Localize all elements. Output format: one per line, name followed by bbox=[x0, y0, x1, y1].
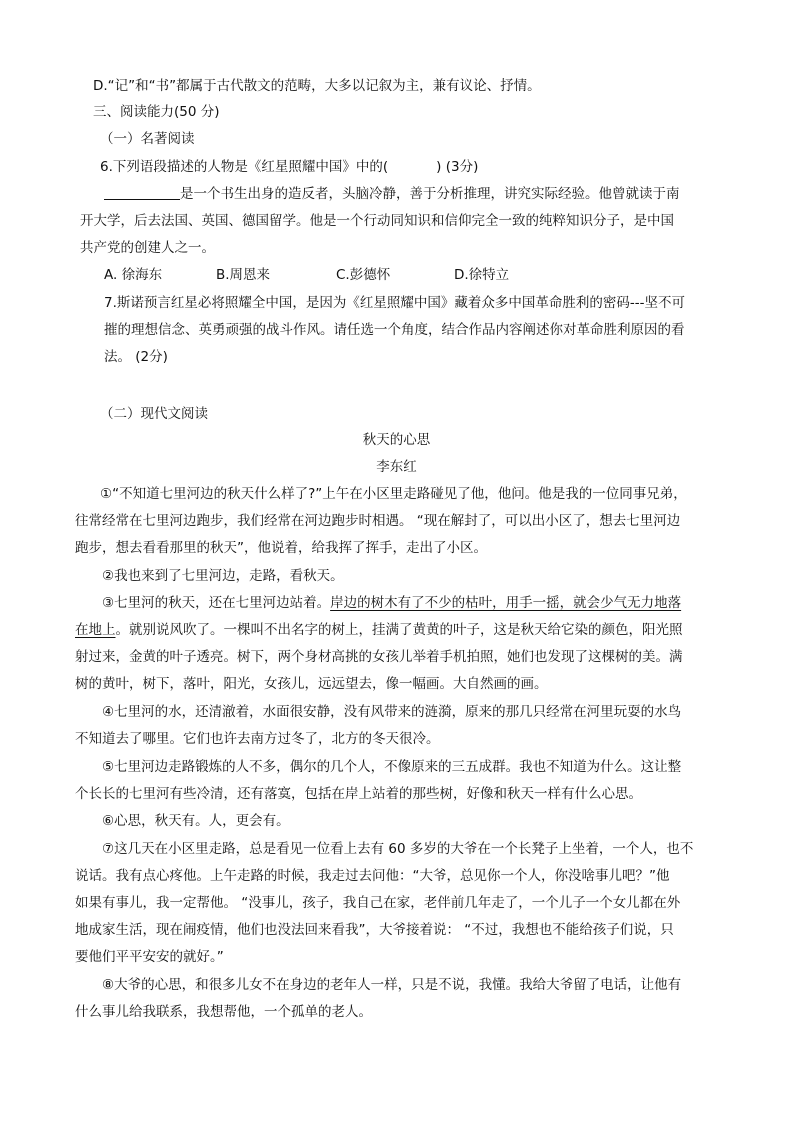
paragraph-7-line-2: 说话。我有点心疼他。上午走路的时候，我走过去问他：“大爷，总见你一个人，你没啥事儿吧？”他 bbox=[75, 868, 670, 884]
paragraph-3-line-1 bbox=[102, 593, 681, 613]
question-6-score: ) (3分) bbox=[436, 159, 479, 175]
question-6-passage-line-3: 共产党的创建人之一。 bbox=[80, 240, 215, 256]
underlined-sentence: 岸边的树木有了不少的枯叶，用手一摇，就会少气无力地落 bbox=[330, 595, 682, 611]
underlined-sentence-end: 在地上 bbox=[75, 622, 116, 638]
option-d-line: D.“记”和“书”都属于古代散文的范畴，大多以记叙为主，兼有议论、抒情。 bbox=[93, 78, 541, 94]
question-7-line-1: 7.斯诺预言红星必将照耀全中国，是因为《红星照耀中国》藏着众多中国革命胜利的密码---坚不可 bbox=[104, 295, 685, 311]
paragraph-5-line-1: ⑤七里河边走路锻炼的人不多，偶尔的几个人，不像原来的三五成群。我也不知道为什么。这让整 bbox=[102, 759, 682, 775]
paragraph-5-line-2: 个长长的七里河有些冷清，还有落寞，包括在岸上站着的那些树，好像和秋天一样有什么心思。 bbox=[75, 786, 642, 802]
passage-text: 是一个书生出身的造反者，头脑冷静，善于分析推理，讲究实际经验。他曾就读于南 bbox=[180, 186, 680, 202]
question-6-passage-line-1 bbox=[104, 184, 680, 204]
option-a[interactable]: A. 徐海东 bbox=[104, 267, 163, 283]
paragraph-6: ⑥心思，秋天有。人，更会有。 bbox=[102, 813, 290, 829]
paragraph-1-line-2: 往常经常在七里河边跑步，我们经常在河边跑步时相遇。 “现在解封了，可以出小区了，想去七里河边 bbox=[75, 513, 681, 529]
paragraph-1-line-1: ①“不知道七里河边的秋天什么样了?”上午在小区里走路碰见了他，他问。他是我的一位同事兄弟， bbox=[100, 486, 687, 502]
paragraph-7-line-3: 如果有事儿，我一定帮他。 “没事儿，孩子，我自己在家，老伴前几年走了，一个儿子一个女儿都在外 bbox=[75, 895, 681, 911]
option-c[interactable]: C.彭德怀 bbox=[336, 267, 391, 283]
paragraph-7-line-4: 地成家生活，现在闹疫情，他们也没法回来看我”，大爷接着说： “不过，我想也不能给孩子们说，只 bbox=[75, 922, 674, 938]
section-heading-reading: 三、阅读能力(50 分) bbox=[93, 104, 220, 120]
paragraph-2: ②我也来到了七里河边，走路，看秋天。 bbox=[102, 568, 344, 584]
question-6-stem bbox=[100, 157, 478, 177]
paragraph-3-line-4: 树的黄叶，树下，落叶，阳光，女孩儿，远远望去，像一幅画。大自然画的画。 bbox=[75, 676, 548, 692]
question-7-line-2: 摧的理想信念、英勇顽强的战斗作风。请任选一个角度，结合作品内容阐述你对革命胜利原因的看 bbox=[104, 322, 685, 338]
question-6-text: 6.下列语段描述的人物是《红星照耀中国》中的( bbox=[100, 159, 389, 175]
article-title: 秋天的心思 bbox=[362, 432, 431, 448]
paragraph-7-line-5: 要他们平平安安的就好。” bbox=[75, 949, 224, 965]
paragraph-text: ③七里河的秋天，还在七里河边站着。 bbox=[102, 595, 331, 611]
option-b[interactable]: B.周恩来 bbox=[216, 267, 271, 283]
paragraph-1-line-3: 跑步，想去看看那里的秋天”，他说着，给我挥了挥手，走出了小区。 bbox=[75, 540, 487, 556]
question-7-line-3: 法。 (2分) bbox=[104, 349, 168, 365]
paragraph-4-line-1: ④七里河的水，还清澈着，水面很安静，没有风带来的涟漪，原来的那几只经常在河里玩耍的水鸟 bbox=[102, 704, 682, 720]
subsection-heading-classics: （一）名著阅读 bbox=[100, 131, 195, 147]
article-author: 李东红 bbox=[376, 459, 417, 475]
option-d[interactable]: D.徐特立 bbox=[454, 267, 510, 283]
question-6-passage-line-2: 开大学，后去法国、英国、德国留学。他是一个行动同知识和信仰完全一致的纯粹知识分子，是中国 bbox=[80, 213, 674, 229]
paragraph-4-line-2: 不知道去了哪里。它们也许去南方过冬了，北方的冬天很冷。 bbox=[75, 731, 440, 747]
paragraph-7-line-1: ⑦这几天在小区里走路，总是看见一位看上去有 60 多岁的大爷在一个长凳子上坐着，一个人，也不 bbox=[102, 841, 694, 857]
fill-blank[interactable] bbox=[104, 185, 180, 200]
question-6-options bbox=[104, 265, 604, 285]
paragraph-text: 。就别说风吹了。一棵叫不出名字的树上，挂满了黄黄的叶子，这是秋天给它染的颜色，阳光照 bbox=[115, 622, 683, 638]
subsection-heading-modern: （二）现代文阅读 bbox=[100, 406, 208, 422]
paragraph-8-line-1: ⑧大爷的心思，和很多儿女不在身边的老年人一样，只是不说，我懂。我给大爷留了电话，让他有 bbox=[102, 977, 682, 993]
paragraph-8-line-2: 什么事儿给我联系，我想帮他，一个孤单的老人。 bbox=[75, 1004, 372, 1020]
paragraph-3-line-3: 射过来，金黄的叶子透亮。树下，两个身材高挑的女孩儿举着手机拍照，她们也发现了这棵树的美。满 bbox=[75, 649, 683, 665]
paragraph-3-line-2 bbox=[75, 620, 683, 640]
